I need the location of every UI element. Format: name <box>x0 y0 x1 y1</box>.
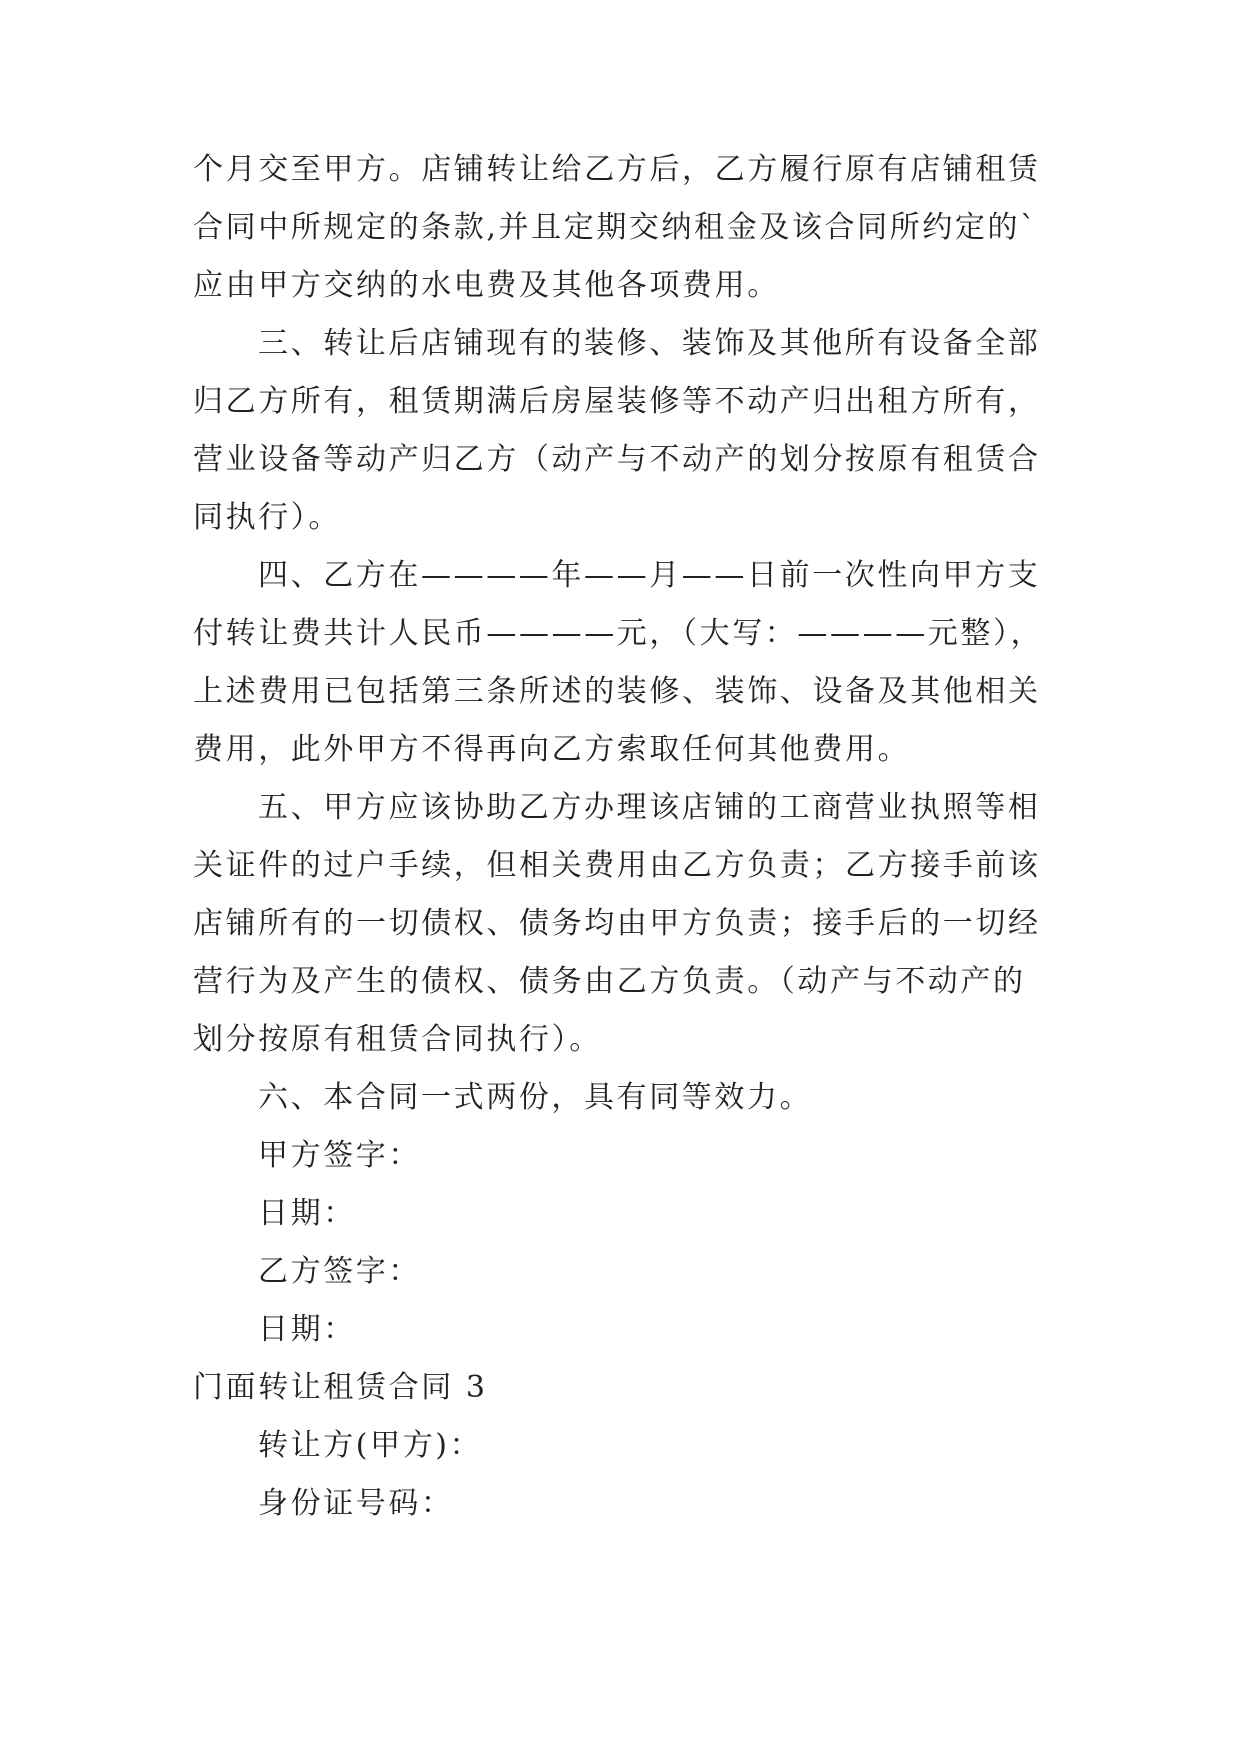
clause-5-line: 营行为及产生的债权、债务由乙方负责。（动产与不动产的 <box>193 964 1026 999</box>
clause-4-line: 付转让费共计人民币————元，（大写：————元整）， <box>193 616 1044 651</box>
clause-4-line: 上述费用已包括第三条所述的装修、装饰、设备及其他相关 <box>193 674 1041 709</box>
section-title: 门面转让租赁合同 3 <box>193 1370 488 1405</box>
clause-5-line: 关证件的过户手续，但相关费用由乙方负责；乙方接手前该 <box>193 848 1041 883</box>
clause-4-line: 费用，此外甲方不得再向乙方索取任何其他费用。 <box>193 732 911 767</box>
clause-5-line: 店铺所有的一切债权、债务均由甲方负责；接手后的一切经 <box>193 906 1041 941</box>
id-number-label: 身份证号码： <box>258 1486 454 1521</box>
transferor-label: 转让方(甲方)： <box>258 1428 483 1463</box>
paragraph-line: 应由甲方交纳的水电费及其他各项费用。 <box>193 268 780 303</box>
party-a-signature-label: 甲方签字： <box>258 1138 421 1173</box>
clause-3-line: 三、转让后店铺现有的装修、装饰及其他所有设备全部 <box>258 326 1041 361</box>
clause-3-line: 同执行）。 <box>193 500 341 535</box>
clause-5-line: 五、甲方应该协助乙方办理该店铺的工商营业执照等相 <box>258 790 1041 825</box>
clause-3-line: 营业设备等动产归乙方（动产与不动产的划分按原有租赁合 <box>193 442 1041 477</box>
clause-6-line: 六、本合同一式两份，具有同等效力。 <box>258 1080 813 1115</box>
clause-5-line: 划分按原有租赁合同执行）。 <box>193 1022 602 1057</box>
clause-4-line: 四、乙方在————年——月——日前一次性向甲方支 <box>258 558 1041 593</box>
party-b-date-label: 日期： <box>258 1312 356 1347</box>
paragraph-line: 合同中所规定的条款,并且定期交纳租金及该合同所约定的` <box>193 210 1038 245</box>
party-b-signature-label: 乙方签字： <box>258 1254 421 1289</box>
party-a-date-label: 日期： <box>258 1196 356 1231</box>
clause-3-line: 归乙方所有，租赁期满后房屋装修等不动产归出租方所有， <box>193 384 1041 419</box>
paragraph-line: 个月交至甲方。店铺转让给乙方后，乙方履行原有店铺租赁 <box>193 152 1041 187</box>
